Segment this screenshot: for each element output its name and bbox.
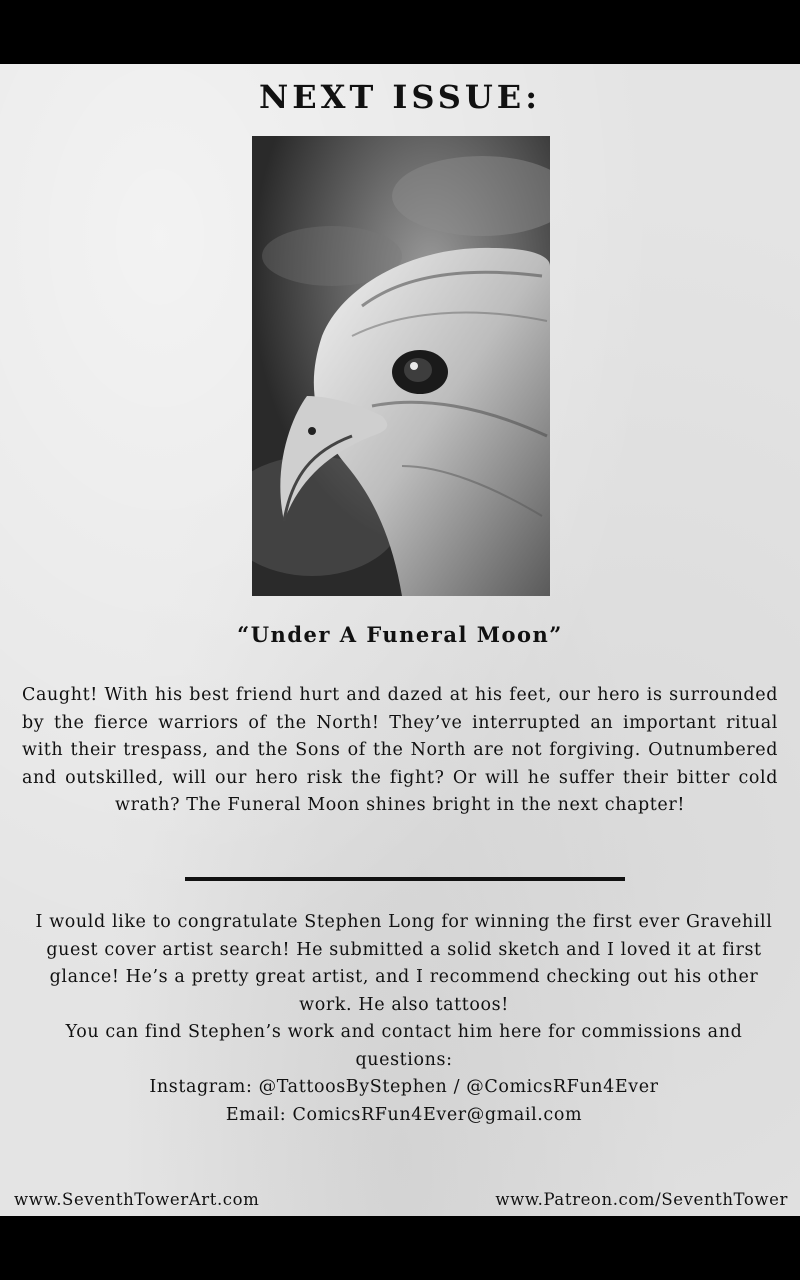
synopsis-text: Caught! With his best friend hurt and dazed at his feet, our hero is surrounded by the fierce warriors of the North! They’ve interrupted an important ritual with their trespass, and the Sons of the North are not forgiving. Outnumbered and outskilled, will our hero risk the fight? Or will he suffer their bitter cold wrath? The Funeral Moon shines bright in the next chapter!: [22, 685, 778, 815]
divider: [185, 877, 625, 881]
congrats-text: I would like to congratulate Stephen Long for winning the first ever Gravehill guest cover artist search! He submitted a solid sketch and I loved it at first glance! He’s a pretty great artist, and I recommend checking out his other work. He also tattoos!: [35, 912, 773, 1015]
next-issue-page: [0, 64, 800, 1216]
contact-text: You can find Stephen’s work and contact him here for commissions and questions:: [65, 1022, 743, 1070]
story-title: “Under A Funeral Moon”: [237, 622, 563, 647]
instagram-text: Instagram: @TattoosByStephen / @ComicsRFun4Ever: [149, 1077, 659, 1097]
footer-website-link[interactable]: www.SeventhTowerArt.com: [14, 1190, 260, 1209]
cover-art-eagle-icon: [252, 136, 550, 596]
artist-note: [22, 909, 786, 1129]
page-title: NEXT ISSUE:: [258, 78, 541, 116]
footer-patreon-link[interactable]: www.Patreon.com/SeventhTower: [495, 1190, 788, 1209]
email-text: Email: ComicsRFun4Ever@gmail.com: [225, 1104, 583, 1125]
